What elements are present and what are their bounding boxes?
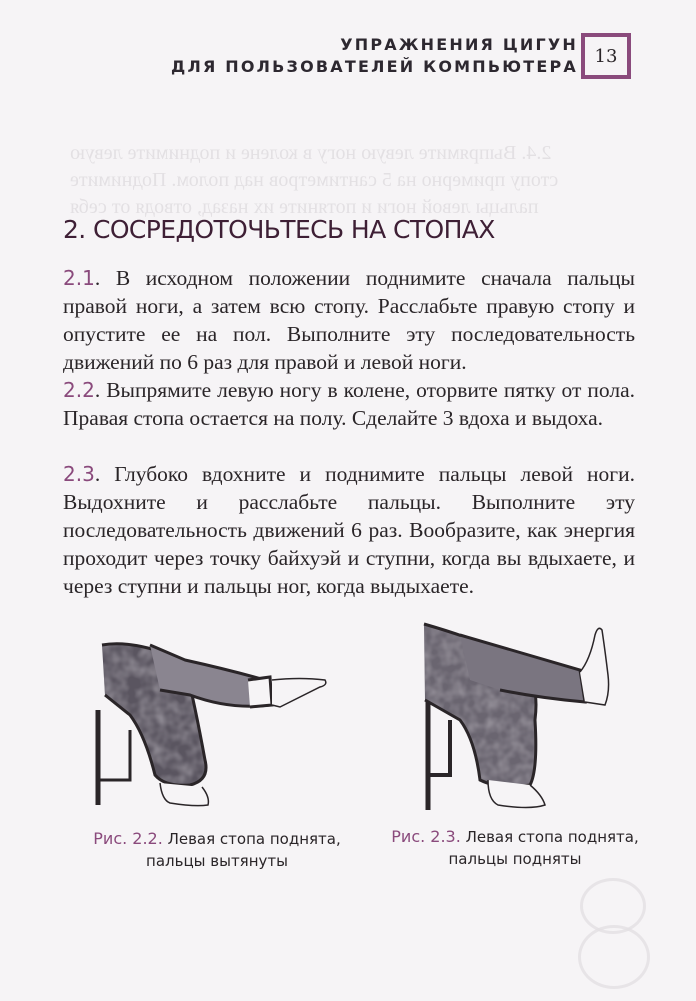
paragraph-number: 2.2	[63, 378, 95, 402]
leg-raised-toes-icon	[420, 620, 640, 820]
figure-2-3-illustration	[420, 620, 640, 820]
running-header	[171, 34, 578, 78]
bleed-through-text: пальцы левой ноги и потяните их назад, отводя от себя	[70, 196, 539, 218]
paragraph-2-2	[63, 376, 635, 432]
leg-pointed-toes-icon	[90, 615, 350, 815]
caption-text-line1: Левая стопа поднята,	[460, 828, 639, 846]
figure-2-2-illustration	[90, 615, 350, 815]
bleed-through-circle	[578, 925, 650, 989]
figure-label: Рис. 2.2.	[93, 829, 163, 848]
paragraph-number: 2.1	[63, 266, 95, 290]
caption-text-line1: Левая стопа поднята,	[162, 830, 341, 848]
page-number: 13	[594, 45, 618, 67]
paragraph-text: . Глубоко вдохните и поднимите пальцы левой ноги. Выдохните и расслабьте пальцы. Выполните эту последовательность движений 6 раз. Вообразите, как энергия проходит через точку байхуэй и ступни, когда вы вдыхаете, и через ступни и пальцы ног, когда выдыхаете.	[63, 462, 635, 598]
header-title-line1: УПРАЖНЕНИЯ ЦИГУН	[340, 35, 578, 54]
paragraph-text: . Выпрямите левую ногу в колене, оторвите пятку от пола. Правая стопа остается на полу. Сделайте 3 вдоха и выдоха.	[63, 378, 635, 430]
paragraph-text: . В исходном положении поднимите сначала пальцы правой ноги, а затем всю стопу. Расслабьте правую стопу и опустите ее на пол. Выполните эту последовательность движений по 6 раз для правой и левой ноги.	[63, 266, 635, 374]
paragraph-number: 2.3	[63, 462, 95, 486]
bleed-through-text: 2.4. Выпрямите левую ногу в колене и поднимите левую	[70, 142, 552, 164]
bleed-through-text: стопу примерно на 5 сантиметров над полом. Поднимите	[70, 169, 559, 191]
header-title-line2: ДЛЯ ПОЛЬЗОВАТЕЛЕЙ КОМПЬЮТЕРА	[171, 57, 578, 76]
page-number-box	[581, 33, 631, 79]
figure-2-2-caption	[72, 828, 362, 872]
section-title: 2. СОСРЕДОТОЧЬТЕСЬ НА СТОПАХ	[63, 215, 495, 244]
caption-text-line2: пальцы подняты	[448, 850, 582, 868]
paragraph-2-1	[63, 264, 635, 376]
caption-text-line2: пальцы вытянуты	[146, 852, 288, 870]
paragraph-2-3	[63, 460, 635, 600]
figure-label: Рис. 2.3.	[391, 827, 461, 846]
figure-2-3-caption	[370, 826, 660, 870]
